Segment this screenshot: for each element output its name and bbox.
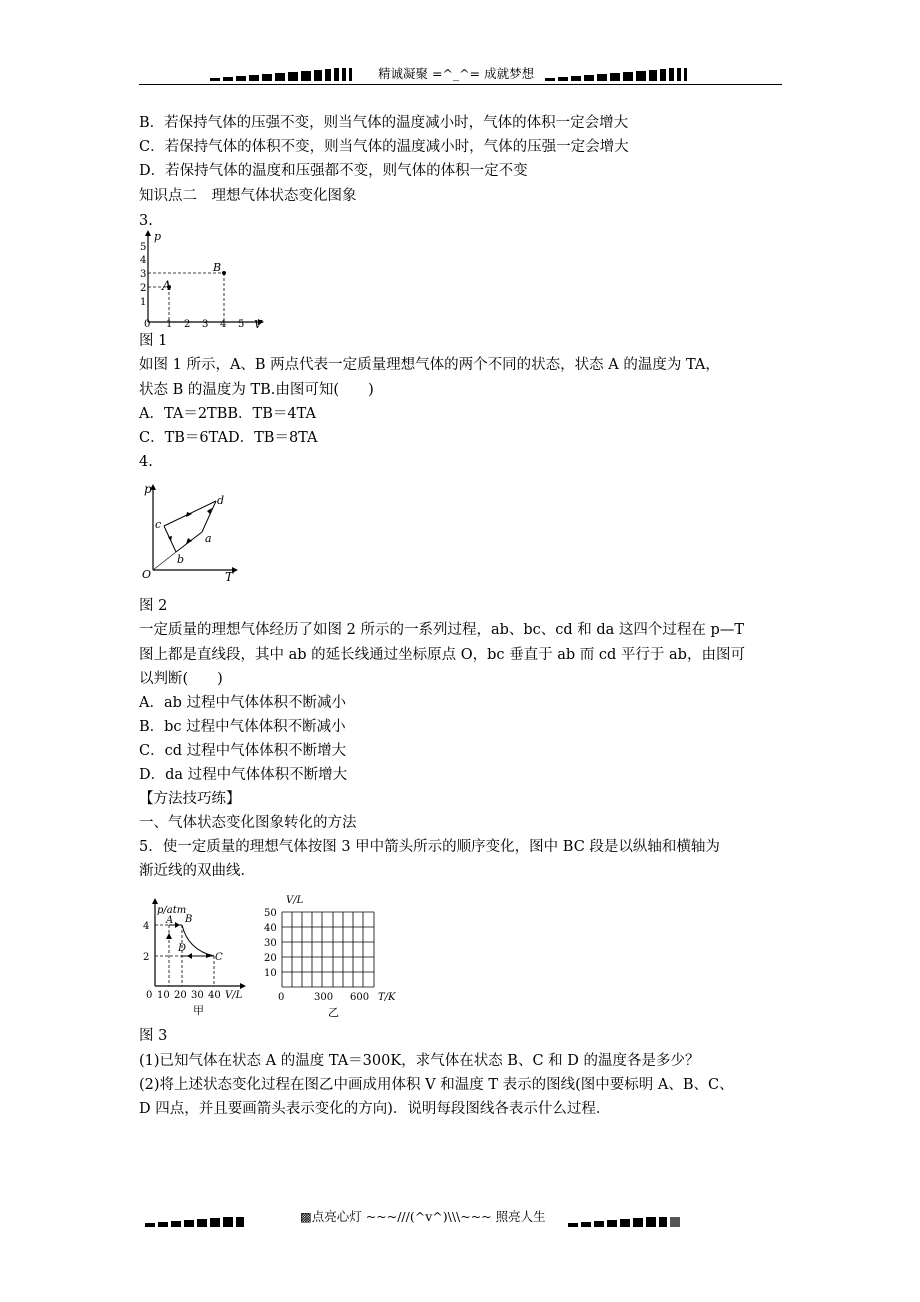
figure-3a-pv-graph [142, 898, 252, 1020]
footer-bars-right [568, 1212, 683, 1227]
fig3b-ytick: 20 [264, 953, 277, 964]
fig2-label-b: b [177, 553, 185, 566]
fig3b-xtick: 0 [278, 992, 285, 1003]
section-subtitle: 一、气体状态变化图象转化的方法 [139, 815, 357, 831]
question-4-option-a: A．ab 过程中气体体积不断减小 [139, 695, 347, 711]
figure-3b-vt-grid [262, 890, 410, 1020]
question-5-sub2: (2)将上述状态变化过程在图乙中画成用体积 V 和温度 T 表示的图线(图中要标明 A、B、C、 [139, 1077, 734, 1093]
fig3a-label-d: D [178, 943, 187, 954]
question-5-sub1: (1)已知气体在状态 A 的温度 TA＝300K，求气体在状态 B、C 和 D 的温度各是多少？ [139, 1053, 700, 1069]
fig3a-xtick: 40 [208, 990, 221, 1001]
fig3a-xtick: 0 [146, 990, 153, 1001]
section-heading-2: 知识点二 理想气体状态变化图象 [139, 188, 357, 204]
fig3b-ytick: 30 [264, 938, 277, 949]
fig3a-caption: 甲 [193, 1004, 204, 1017]
section-title: 【方法技巧练】 [139, 791, 241, 807]
fig3b-ytick: 50 [264, 908, 277, 919]
fig3b-ylabel: V/L [286, 895, 304, 906]
fig1-xtick: 4 [220, 319, 227, 330]
header-bars-left [210, 66, 355, 81]
fig3b-xtick: 600 [350, 992, 370, 1003]
fig3b-ytick: 10 [264, 968, 277, 979]
fig1-label-b: B [213, 261, 222, 274]
question-5-text: 渐近线的双曲线． [139, 863, 255, 879]
header-bars-right [545, 66, 690, 81]
fig2-label-a: a [205, 532, 212, 545]
figure-1-pv-graph [136, 228, 266, 332]
fig2-origin: O [142, 568, 152, 581]
fig1-ytick: 5 [140, 242, 147, 253]
fig1-xlabel: V [254, 318, 262, 331]
option-c: C．若保持气体的体积不变，则当气体的温度减小时，气体的压强一定会增大 [139, 139, 629, 155]
fig2-xlabel: T [225, 570, 234, 584]
fig3b-ytick: 40 [264, 923, 277, 934]
fig1-xtick: 1 [166, 319, 173, 330]
fig3a-ylabel: p/atm [157, 905, 187, 916]
fig1-ytick: 2 [140, 283, 147, 294]
fig1-ytick: 1 [140, 297, 147, 308]
fig1-ylabel: p [154, 230, 162, 243]
fig3a-label-b: B [185, 914, 193, 925]
fig2-label-c: c [155, 518, 162, 531]
question-3-options-ab: A．TA＝2TBB．TB＝4TA [139, 406, 316, 422]
question-3-number: 3. [139, 213, 153, 229]
fig3a-xtick: 20 [174, 990, 187, 1001]
question-5-sub3: D 四点，并且要画箭头表示变化的方向)．说明每段图线各表示什么过程． [139, 1101, 611, 1117]
fig2-ylabel: p [144, 482, 152, 496]
fig3a-xlabel: V/L [225, 990, 243, 1001]
figure-1-caption: 图 1 [139, 333, 168, 349]
fig2-label-d: d [217, 494, 225, 507]
fig3a-ytick: 4 [143, 921, 150, 932]
fig1-ytick: 4 [140, 255, 147, 266]
question-4-text: 以判断( ) [139, 671, 223, 687]
footer-bars-left [145, 1212, 247, 1227]
fig1-ytick: 3 [140, 269, 147, 280]
fig3a-xtick: 30 [191, 990, 204, 1001]
fig3b-xtick: 300 [314, 992, 334, 1003]
fig3a-ytick: 2 [143, 952, 150, 963]
fig1-origin: 0 [144, 319, 151, 330]
option-b: B．若保持气体的压强不变，则当气体的温度减小时，气体的体积一定会增大 [139, 115, 629, 131]
header-text: 精诚凝聚 =^_^= 成就梦想 [378, 66, 535, 81]
question-3-text: 状态 B 的温度为 TB.由图可知( ) [139, 382, 374, 398]
fig3a-label-c: C [215, 952, 223, 963]
option-d: D．若保持气体的温度和压强都不变，则气体的体积一定不变 [139, 163, 528, 179]
question-4-option-d: D．da 过程中气体体积不断增大 [139, 767, 348, 783]
fig1-label-a: A [162, 279, 172, 294]
fig3b-caption: 乙 [328, 1006, 339, 1019]
question-4-number: 4. [139, 454, 153, 470]
fig1-xtick: 2 [184, 319, 191, 330]
figure-3-caption: 图 3 [139, 1028, 168, 1044]
footer-text: ▩点亮心灯 ~~~///(^v^)\\\~~~ 照亮人生 [300, 1209, 546, 1224]
fig1-xtick: 5 [238, 319, 245, 330]
question-4-option-b: B．bc 过程中气体体积不断减小 [139, 719, 346, 735]
header-rule [139, 84, 782, 85]
question-4-option-c: C．cd 过程中气体体积不断增大 [139, 743, 347, 759]
question-3-text: 如图 1 所示，A、B 两点代表一定质量理想气体的两个不同的状态，状态 A 的温度为 TA， [139, 357, 720, 373]
question-3-options-cd: C．TB＝6TAD．TB＝8TA [139, 430, 318, 446]
figure-2-caption: 图 2 [139, 598, 168, 614]
fig3a-xtick: 10 [157, 990, 170, 1001]
question-5-text: 5．使一定质量的理想气体按图 3 甲中箭头所示的顺序变化，图中 BC 段是以纵轴和横轴为 [139, 839, 720, 855]
question-4-text: 一定质量的理想气体经历了如图 2 所示的一系列过程，ab、bc、cd 和 da 这四个过程在 p—T [139, 622, 744, 638]
fig3a-label-a: A [166, 915, 174, 926]
fig3b-xlabel: T/K [378, 992, 396, 1003]
fig1-point-b [222, 271, 226, 275]
question-4-text: 图上都是直线段，其中 ab 的延长线通过坐标原点 O，bc 垂直于 ab 而 cd 平行于 ab，由图可 [139, 647, 745, 663]
fig1-xtick: 3 [202, 319, 209, 330]
figure-2-pt-graph [140, 480, 260, 585]
